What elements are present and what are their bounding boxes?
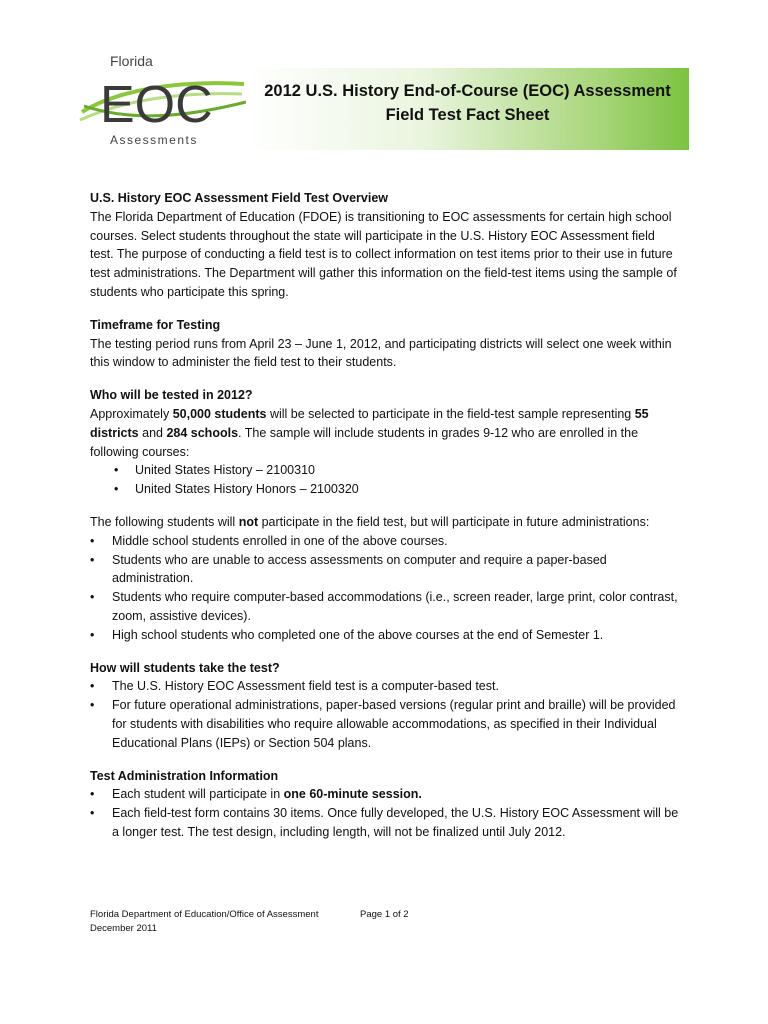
who-schools-count: 284 schools [166, 425, 239, 440]
how-section [90, 659, 680, 753]
not-participate-text-2: participate in the field test, but will participate in future administrations: [258, 514, 650, 529]
footer-date: December 2011 [90, 923, 157, 934]
who-text-3: and [138, 425, 167, 440]
eoc-logo-graphic [78, 50, 248, 150]
page-subtitle: Field Test Fact Sheet [385, 106, 550, 124]
who-section [90, 386, 680, 499]
session-length: one 60-minute session. [283, 787, 422, 802]
who-districts-count: 55 districts [90, 406, 649, 440]
how-list [90, 677, 680, 752]
list-item: • Students who require computer-based accommodations (i.e., screen reader, large print, color contrast, zoom, assistive devices). [90, 588, 680, 626]
admin-list [90, 785, 680, 841]
course-list [90, 461, 680, 499]
admin-section [90, 767, 680, 842]
page-number: Page 1 of 2 [360, 909, 409, 920]
who-heading: Who will be tested in 2012? [90, 388, 253, 403]
not-emphasis: not [238, 514, 259, 529]
overview-paragraph: The Florida Department of Education (FDOE) is transitioning to EOC assessments for certain high school courses. Select students throughout the state will participate in the U.S. History EOC Assessment field test. The purpose of conducting a field test is to collect information on test items prior to their use in future test administrations. The Department will gather this information on the field-test items using the sample of students who participate this spring. [90, 209, 677, 299]
footer-org: Florida Department of Education/Office of Assessment [90, 909, 319, 920]
title-banner [246, 68, 689, 150]
florida-eoc-logo [78, 50, 248, 150]
timeframe-paragraph: The testing period runs from April 23 – June 1, 2012, and participating districts will select one week within this window to administer the field test to their students. [90, 336, 672, 370]
who-students-count: 50,000 students [172, 406, 267, 421]
who-text-2: will be selected to participate in the field-test sample representing [266, 406, 635, 421]
logo-florida-text: Florida [110, 53, 153, 69]
list-item [90, 785, 680, 804]
list-item: • Students who are unable to access assessments on computer and require a paper-based administration. [90, 551, 680, 589]
who-paragraph [90, 405, 680, 461]
admin-heading: Test Administration Information [90, 768, 279, 783]
admin-item1-text: Each student will participate in [112, 787, 284, 802]
list-item: • Each field-test form contains 30 items. Once fully developed, the U.S. History EOC Assessment will be a longer test. The test design, including length, will not be finalized until July 2012. [90, 804, 680, 842]
list-item: • Middle school students enrolled in one of the above courses. [90, 532, 680, 551]
list-item: • United States History Honors – 2100320 [90, 480, 680, 499]
timeframe-heading: Timeframe for Testing [90, 317, 221, 332]
not-participate-text-1: The following students will [90, 514, 239, 529]
list-item: • United States History – 2100310 [90, 461, 680, 480]
who-text-4: . The sample will include students in grades 9-12 who are enrolled in the following courses: [90, 425, 639, 459]
not-participate-section [90, 513, 680, 645]
list-item: • High school students who completed one of the above courses at the end of Semester 1. [90, 626, 680, 645]
page-title: 2012 U.S. History End-of-Course (EOC) Assessment [264, 82, 671, 100]
timeframe-section [90, 316, 680, 372]
list-item: • For future operational administrations, paper-based versions (regular print and braille) will be provided for students with disabilities who require allowable accommodations, as specified in their Individual Educational Plans (IEPs) or Section 504 plans. [90, 696, 680, 752]
logo-assessments-text: Assessments [110, 133, 198, 147]
page-footer [90, 908, 409, 936]
document-body [90, 189, 680, 856]
logo-eoc-text: EOC [100, 76, 213, 134]
not-participate-paragraph [90, 513, 680, 532]
how-heading: How will students take the test? [90, 660, 280, 675]
overview-heading: U.S. History EOC Assessment Field Test Overview [90, 191, 389, 205]
list-item: • The U.S. History EOC Assessment field test is a computer-based test. [90, 677, 680, 696]
exclusion-list [90, 532, 680, 645]
who-text-1: Approximately [90, 406, 173, 421]
overview-section [90, 189, 680, 302]
